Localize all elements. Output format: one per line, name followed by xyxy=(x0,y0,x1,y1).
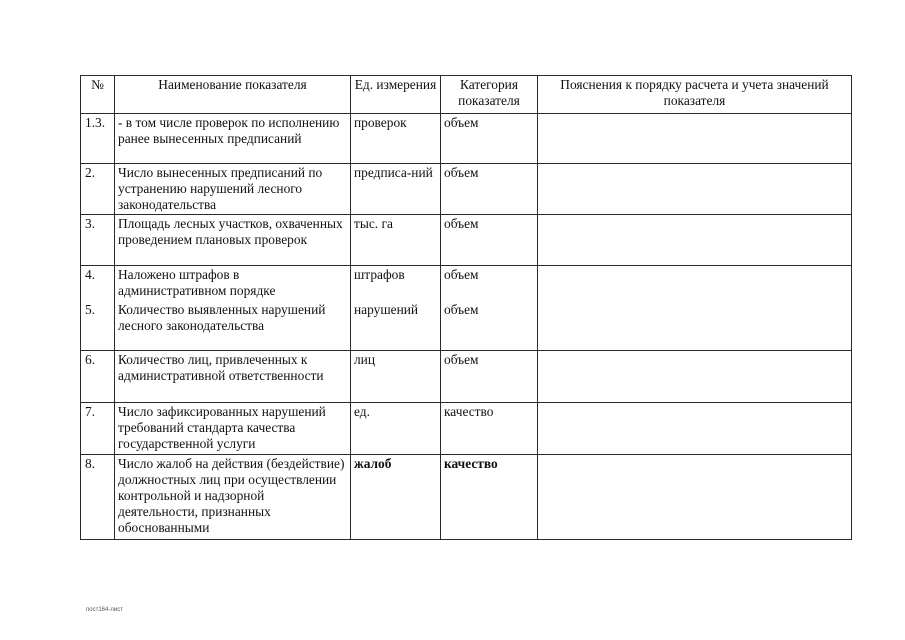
row-unit: нарушений xyxy=(354,302,419,317)
header-category: Категория показателя xyxy=(441,76,538,114)
row-name: Число жалоб на действия (бездействие) должностных лиц при осуществлении контрольной и надзорной деятельности, признанных обоснованными xyxy=(115,455,351,540)
header-unit: Ед. измерения xyxy=(351,76,441,114)
row-number: 4. xyxy=(85,267,96,282)
row-number: 8. xyxy=(81,455,115,540)
row-name: Количество лиц, привлеченных к административной ответственности xyxy=(115,351,351,403)
footer-file-label: пост164-лист xyxy=(86,607,123,613)
row-category: объем xyxy=(441,114,538,164)
row-note xyxy=(538,403,852,455)
row-unit: предписа-ний xyxy=(351,164,441,215)
row-number: 5. xyxy=(85,302,96,317)
row-number: 2. xyxy=(81,164,115,215)
row-note xyxy=(538,164,852,215)
row-number: 6. xyxy=(81,351,115,403)
header-explanation: Пояснения к порядку расчета и учета значений показателя xyxy=(538,76,852,114)
row-category: объем xyxy=(444,267,479,282)
row-unit: ед. xyxy=(351,403,441,455)
table-header-row xyxy=(81,76,852,114)
row-unit: лиц xyxy=(351,351,441,403)
table-row xyxy=(81,455,852,540)
row-category: объем xyxy=(441,215,538,266)
row-number: 1.3. xyxy=(81,114,115,164)
row-note xyxy=(538,215,852,266)
row-name: Число зафиксированных нарушений требований стандарта качества государственной услуги xyxy=(115,403,351,455)
row-category: качество xyxy=(441,455,538,540)
header-number: № xyxy=(81,76,115,114)
row-note xyxy=(538,455,852,540)
row-name: - в том числе проверок по исполнению ранее вынесенных предписаний xyxy=(115,114,351,164)
row-number: 7. xyxy=(81,403,115,455)
row-note xyxy=(538,351,852,403)
row-unit: штрафов xyxy=(354,267,405,282)
table-row xyxy=(81,114,852,164)
row-name: Наложено штрафов в административном порядке xyxy=(118,267,276,298)
row-category: объем xyxy=(441,164,538,215)
row-category: объем xyxy=(444,302,479,317)
table-row xyxy=(81,164,852,215)
table-row xyxy=(81,215,852,266)
table-row xyxy=(81,351,852,403)
table-row xyxy=(81,403,852,455)
row-category: объем xyxy=(441,351,538,403)
row-name: Площадь лесных участков, охваченных проведением плановых проверок xyxy=(115,215,351,266)
header-indicator-name: Наименование показателя xyxy=(115,76,351,114)
row-name: Количество выявленных нарушений лесного законодательства xyxy=(118,302,326,333)
row-unit: проверок xyxy=(351,114,441,164)
row-unit: жалоб xyxy=(351,455,441,540)
row-name: Число вынесенных предписаний по устранению нарушений лесного законодательства xyxy=(115,164,351,215)
indicators-table xyxy=(80,75,852,540)
row-note xyxy=(538,114,852,164)
row-number: 3. xyxy=(81,215,115,266)
table-row xyxy=(81,266,852,351)
row-category: качество xyxy=(441,403,538,455)
row-unit: тыс. га xyxy=(351,215,441,266)
